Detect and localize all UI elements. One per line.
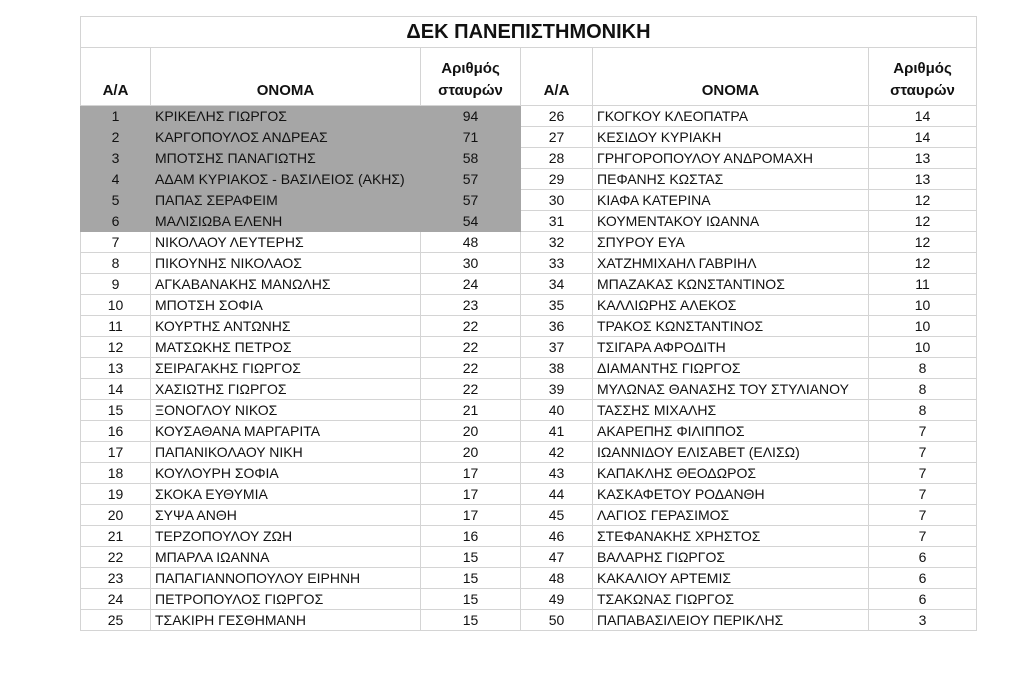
candidate-name: ΣΠΥΡΟΥ ΕΥΑ <box>593 232 869 253</box>
candidate-name: ΚΑΚΑΛΙΟΥ ΑΡΤΕΜΙΣ <box>593 568 869 589</box>
candidate-name: ΜΠΑΖΑΚΑΣ ΚΩΝΣΤΑΝΤΙΝΟΣ <box>593 274 869 295</box>
candidate-votes: 12 <box>869 232 977 253</box>
table-row <box>81 106 977 127</box>
candidate-votes: 24 <box>421 274 521 295</box>
candidate-votes: 15 <box>421 568 521 589</box>
candidate-number: 6 <box>81 211 151 232</box>
candidate-votes: 17 <box>421 463 521 484</box>
candidate-number: 5 <box>81 190 151 211</box>
table-row <box>81 337 977 358</box>
candidate-name: ΛΑΓΙΟΣ ΓΕΡΑΣΙΜΟΣ <box>593 505 869 526</box>
candidate-votes: 15 <box>421 547 521 568</box>
candidate-votes: 16 <box>421 526 521 547</box>
table-row <box>81 610 977 631</box>
candidate-number: 21 <box>81 526 151 547</box>
candidate-name: ΑΓΚΑΒΑΝΑΚΗΣ ΜΑΝΩΛΗΣ <box>151 274 421 295</box>
candidate-votes: 21 <box>421 400 521 421</box>
candidate-number: 34 <box>521 274 593 295</box>
candidate-name: ΤΣΑΚΩΝΑΣ ΓΙΩΡΓΟΣ <box>593 589 869 610</box>
candidate-name: ΚΟΥΜΕΝΤΑΚΟΥ ΙΩΑΝΝΑ <box>593 211 869 232</box>
candidate-votes: 30 <box>421 253 521 274</box>
candidate-votes: 10 <box>869 295 977 316</box>
header-votes-left <box>421 48 521 106</box>
candidate-votes: 10 <box>869 337 977 358</box>
table-row <box>81 169 977 190</box>
candidate-number: 39 <box>521 379 593 400</box>
candidate-votes: 14 <box>869 106 977 127</box>
candidate-votes: 57 <box>421 169 521 190</box>
candidate-name: ΣΕΙΡΑΓΑΚΗΣ ΓΙΩΡΓΟΣ <box>151 358 421 379</box>
table-row <box>81 127 977 148</box>
candidate-number: 16 <box>81 421 151 442</box>
candidate-name: ΚΟΥΛΟΥΡΗ ΣΟΦΙΑ <box>151 463 421 484</box>
candidate-number: 18 <box>81 463 151 484</box>
candidate-name: ΤΕΡΖΟΠΟΥΛΟΥ ΖΩΗ <box>151 526 421 547</box>
table-row <box>81 358 977 379</box>
candidate-name: ΞΟΝΟΓΛΟΥ ΝΙΚΟΣ <box>151 400 421 421</box>
candidate-number: 48 <box>521 568 593 589</box>
candidate-number: 19 <box>81 484 151 505</box>
candidate-votes: 23 <box>421 295 521 316</box>
candidate-number: 7 <box>81 232 151 253</box>
table-row <box>81 379 977 400</box>
table-row <box>81 421 977 442</box>
candidate-number: 43 <box>521 463 593 484</box>
candidate-number: 42 <box>521 442 593 463</box>
header-votes-line1: Αριθμός <box>893 60 952 77</box>
candidate-votes: 11 <box>869 274 977 295</box>
candidate-votes: 17 <box>421 505 521 526</box>
header-row <box>81 48 977 106</box>
table-row <box>81 295 977 316</box>
candidate-votes: 22 <box>421 358 521 379</box>
candidate-name: ΚΑΠΑΚΛΗΣ ΘΕΟΔΩΡΟΣ <box>593 463 869 484</box>
candidate-votes: 22 <box>421 379 521 400</box>
candidate-number: 2 <box>81 127 151 148</box>
candidate-number: 50 <box>521 610 593 631</box>
candidate-number: 10 <box>81 295 151 316</box>
candidate-number: 26 <box>521 106 593 127</box>
candidate-number: 31 <box>521 211 593 232</box>
candidate-name: ΧΑΤΖΗΜΙΧΑΗΛ ΓΑΒΡΙΗΛ <box>593 253 869 274</box>
table-row <box>81 232 977 253</box>
header-name-right: ΟΝΟΜΑ <box>593 48 869 106</box>
table-row <box>81 526 977 547</box>
table-row <box>81 463 977 484</box>
candidate-number: 46 <box>521 526 593 547</box>
candidate-number: 41 <box>521 421 593 442</box>
candidate-number: 20 <box>81 505 151 526</box>
table-row <box>81 148 977 169</box>
candidate-votes: 3 <box>869 610 977 631</box>
candidate-number: 38 <box>521 358 593 379</box>
candidate-number: 24 <box>81 589 151 610</box>
candidate-votes: 6 <box>869 568 977 589</box>
candidate-name: ΚΡΙΚΕΛΗΣ ΓΙΩΡΓΟΣ <box>151 106 421 127</box>
candidate-votes: 13 <box>869 148 977 169</box>
candidate-number: 44 <box>521 484 593 505</box>
table-row <box>81 190 977 211</box>
candidate-number: 12 <box>81 337 151 358</box>
candidate-votes: 7 <box>869 463 977 484</box>
candidate-name: ΤΣΙΓΑΡΑ ΑΦΡΟΔΙΤΗ <box>593 337 869 358</box>
header-aa-right: Α/Α <box>521 48 593 106</box>
candidate-votes: 22 <box>421 337 521 358</box>
candidate-number: 29 <box>521 169 593 190</box>
candidate-name: ΣΚΟΚΑ ΕΥΘΥΜΙΑ <box>151 484 421 505</box>
candidate-votes: 54 <box>421 211 521 232</box>
candidate-number: 15 <box>81 400 151 421</box>
candidate-number: 28 <box>521 148 593 169</box>
candidate-name: ΤΑΣΣΗΣ ΜΙΧΑΛΗΣ <box>593 400 869 421</box>
candidate-name: ΒΑΛΑΡΗΣ ΓΙΩΡΓΟΣ <box>593 547 869 568</box>
candidate-name: ΜΠΟΤΣΗΣ ΠΑΝΑΓΙΩΤΗΣ <box>151 148 421 169</box>
candidate-votes: 10 <box>869 316 977 337</box>
candidate-number: 40 <box>521 400 593 421</box>
candidate-name: ΠΕΦΑΝΗΣ ΚΩΣΤΑΣ <box>593 169 869 190</box>
candidate-votes: 7 <box>869 421 977 442</box>
candidate-votes: 7 <box>869 505 977 526</box>
candidate-name: ΝΙΚΟΛΑΟΥ ΛΕΥΤΕΡΗΣ <box>151 232 421 253</box>
candidate-number: 1 <box>81 106 151 127</box>
table-row <box>81 547 977 568</box>
candidate-votes: 48 <box>421 232 521 253</box>
candidate-name: ΔΙΑΜΑΝΤΗΣ ΓΙΩΡΓΟΣ <box>593 358 869 379</box>
candidate-votes: 58 <box>421 148 521 169</box>
candidate-number: 23 <box>81 568 151 589</box>
candidate-name: ΣΥΨΑ ΑΝΘΗ <box>151 505 421 526</box>
candidate-votes: 7 <box>869 442 977 463</box>
candidate-votes: 20 <box>421 442 521 463</box>
results-table <box>80 16 977 631</box>
table-row <box>81 211 977 232</box>
candidate-number: 11 <box>81 316 151 337</box>
header-votes-line2: σταυρών <box>438 82 503 99</box>
candidate-votes: 94 <box>421 106 521 127</box>
candidate-name: ΜΠΑΡΛΑ ΙΩΑΝΝΑ <box>151 547 421 568</box>
header-votes-line1: Αριθμός <box>441 60 500 77</box>
candidate-number: 27 <box>521 127 593 148</box>
candidate-votes: 15 <box>421 610 521 631</box>
candidate-votes: 7 <box>869 526 977 547</box>
candidate-votes: 17 <box>421 484 521 505</box>
candidate-number: 8 <box>81 253 151 274</box>
candidate-votes: 20 <box>421 421 521 442</box>
table-row <box>81 274 977 295</box>
candidate-name: ΜΑΤΣΩΚΗΣ ΠΕΤΡΟΣ <box>151 337 421 358</box>
header-votes-right <box>869 48 977 106</box>
candidate-name: ΚΑΣΚΑΦΕΤΟΥ ΡΟΔΑΝΘΗ <box>593 484 869 505</box>
candidate-name: ΠΙΚΟΥΝΗΣ ΝΙΚΟΛΑΟΣ <box>151 253 421 274</box>
candidate-name: ΧΑΣΙΩΤΗΣ ΓΙΩΡΓΟΣ <box>151 379 421 400</box>
candidate-number: 4 <box>81 169 151 190</box>
table-row <box>81 400 977 421</box>
header-votes-line2: σταυρών <box>890 82 955 99</box>
candidate-name: ΜΑΛΙΣΙΩΒΑ ΕΛΕΝΗ <box>151 211 421 232</box>
candidate-number: 13 <box>81 358 151 379</box>
candidate-name: ΙΩΑΝΝΙΔΟΥ ΕΛΙΣΑΒΕΤ (ΕΛΙΣΩ) <box>593 442 869 463</box>
table-row <box>81 253 977 274</box>
candidate-name: ΠΑΠΑΝΙΚΟΛΑΟΥ ΝΙΚΗ <box>151 442 421 463</box>
candidate-name: ΤΣΑΚΙΡΗ ΓΕΣΘΗΜΑΝΗ <box>151 610 421 631</box>
candidate-number: 3 <box>81 148 151 169</box>
candidate-votes: 12 <box>869 190 977 211</box>
candidate-number: 30 <box>521 190 593 211</box>
table-row <box>81 442 977 463</box>
candidate-name: ΣΤΕΦΑΝΑΚΗΣ ΧΡΗΣΤΟΣ <box>593 526 869 547</box>
table-row <box>81 484 977 505</box>
candidate-votes: 8 <box>869 400 977 421</box>
candidate-name: ΚΙΑΦΑ ΚΑΤΕΡΙΝΑ <box>593 190 869 211</box>
candidate-name: ΠΕΤΡΟΠΟΥΛΟΣ ΓΙΩΡΓΟΣ <box>151 589 421 610</box>
candidate-votes: 15 <box>421 589 521 610</box>
candidate-name: ΑΔΑΜ ΚΥΡΙΑΚΟΣ - ΒΑΣΙΛΕΙΟΣ (ΑΚΗΣ) <box>151 169 421 190</box>
candidate-name: ΠΑΠΑΣ ΣΕΡΑΦΕΙΜ <box>151 190 421 211</box>
candidate-votes: 71 <box>421 127 521 148</box>
candidate-number: 25 <box>81 610 151 631</box>
candidate-number: 49 <box>521 589 593 610</box>
table-row <box>81 316 977 337</box>
candidate-number: 37 <box>521 337 593 358</box>
candidate-name: ΑΚΑΡΕΠΗΣ ΦΙΛΙΠΠΟΣ <box>593 421 869 442</box>
candidate-name: ΜΠΟΤΣΗ ΣΟΦΙΑ <box>151 295 421 316</box>
candidate-votes: 6 <box>869 589 977 610</box>
candidate-votes: 57 <box>421 190 521 211</box>
table-row <box>81 505 977 526</box>
candidate-votes: 13 <box>869 169 977 190</box>
candidate-number: 22 <box>81 547 151 568</box>
candidate-votes: 12 <box>869 253 977 274</box>
candidate-votes: 8 <box>869 379 977 400</box>
candidate-votes: 12 <box>869 211 977 232</box>
table-row <box>81 568 977 589</box>
candidate-number: 36 <box>521 316 593 337</box>
candidate-votes: 7 <box>869 484 977 505</box>
candidate-name: ΚΟΥΡΤΗΣ ΑΝΤΩΝΗΣ <box>151 316 421 337</box>
candidate-name: ΚΑΛΛΙΩΡΗΣ ΑΛΕΚΟΣ <box>593 295 869 316</box>
candidate-name: ΠΑΠΑΒΑΣΙΛΕΙΟΥ ΠΕΡΙΚΛΗΣ <box>593 610 869 631</box>
candidate-number: 17 <box>81 442 151 463</box>
candidate-name: ΚΑΡΓΟΠΟΥΛΟΣ ΑΝΔΡΕΑΣ <box>151 127 421 148</box>
candidate-votes: 14 <box>869 127 977 148</box>
candidate-votes: 8 <box>869 358 977 379</box>
candidate-name: ΚΕΣΙΔΟΥ ΚΥΡΙΑΚΗ <box>593 127 869 148</box>
candidate-number: 35 <box>521 295 593 316</box>
candidate-number: 32 <box>521 232 593 253</box>
candidate-name: ΓΡΗΓΟΡΟΠΟΥΛΟΥ ΑΝΔΡΟΜΑΧΗ <box>593 148 869 169</box>
candidate-votes: 6 <box>869 547 977 568</box>
candidate-name: ΠΑΠΑΓΙΑΝΝΟΠΟΥΛΟΥ ΕΙΡΗΝΗ <box>151 568 421 589</box>
candidate-name: ΚΟΥΣΑΘΑΝΑ ΜΑΡΓΑΡΙΤΑ <box>151 421 421 442</box>
candidate-number: 47 <box>521 547 593 568</box>
candidate-number: 33 <box>521 253 593 274</box>
candidate-number: 14 <box>81 379 151 400</box>
candidate-number: 9 <box>81 274 151 295</box>
candidate-number: 45 <box>521 505 593 526</box>
header-name-left: ΟΝΟΜΑ <box>151 48 421 106</box>
candidate-name: ΤΡΑΚΟΣ ΚΩΝΣΤΑΝΤΙΝΟΣ <box>593 316 869 337</box>
table-row <box>81 589 977 610</box>
sheet-title: ΔΕΚ ΠΑΝΕΠΙΣΤΗΜΟΝΙΚΗ <box>81 17 977 48</box>
candidate-votes: 22 <box>421 316 521 337</box>
candidate-name: ΜΥΛΩΝΑΣ ΘΑΝΑΣΗΣ ΤΟΥ ΣΤΥΛΙΑΝΟΥ <box>593 379 869 400</box>
header-aa-left: Α/Α <box>81 48 151 106</box>
title-row <box>81 17 977 48</box>
candidate-name: ΓΚΟΓΚΟΥ ΚΛΕΟΠΑΤΡΑ <box>593 106 869 127</box>
